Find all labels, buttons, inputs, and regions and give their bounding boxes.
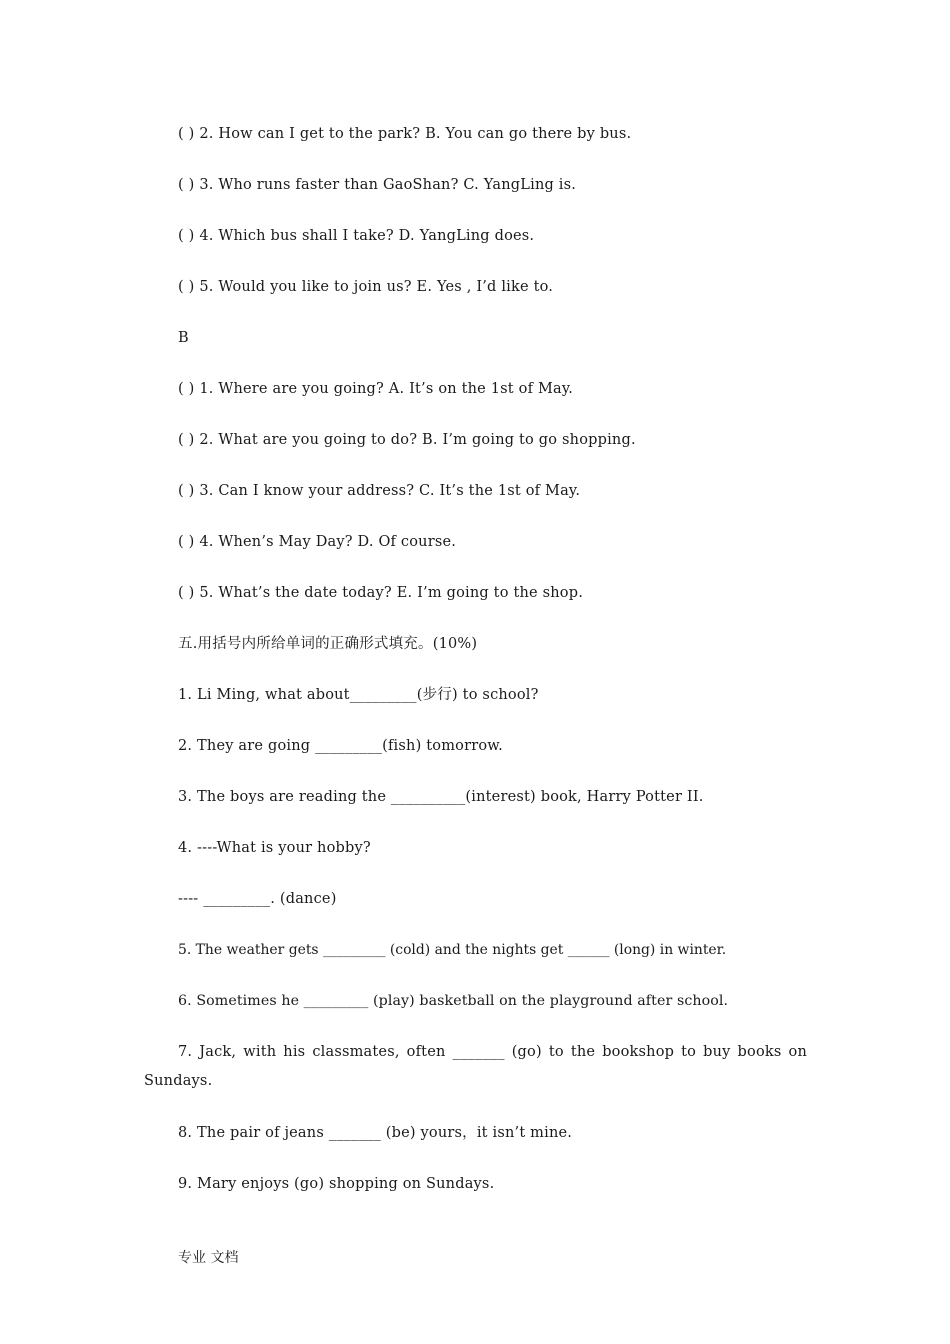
match-b-question-4: ( ) 4. When’s May Day? D. Of course. (178, 534, 457, 550)
section-b-heading: B (178, 330, 189, 346)
fill-item-3: 3. The boys are reading the __________(interest) book, Harry Potter II. (178, 789, 704, 805)
fill-item-7: 7. Jack, with his classmates, often _______ (go) to the bookshop to buy books on Sundays. (144, 1044, 807, 1089)
fill-item-1: 1. Li Ming, what about_________(步行) to school? (178, 687, 539, 703)
match-a-question-4: ( ) 4. Which bus shall I take? D. YangLing does. (178, 228, 535, 244)
match-a-question-3: ( ) 3. Who runs faster than GaoShan? C. YangLing is. (178, 177, 577, 193)
fill-item-9: 9. Mary enjoys (go) shopping on Sundays. (178, 1176, 495, 1192)
fill-item-2: 2. They are going _________(fish) tomorrow. (178, 738, 503, 754)
section-five-heading: 五.用括号内所给单词的正确形式填充。(10%) (178, 636, 478, 652)
match-b-question-1: ( ) 1. Where are you going? A. It’s on the 1st of May. (178, 381, 574, 397)
fill-item-5: 5. The weather gets _________ (cold) and the nights get ______ (long) in winter. (178, 942, 727, 958)
fill-item-8: 8. The pair of jeans _______ (be) yours，it isn’t mine. (178, 1125, 573, 1141)
match-b-question-3: ( ) 3. Can I know your address? C. It’s the 1st of May. (178, 483, 581, 499)
match-a-question-5: ( ) 5. Would you like to join us? E. Yes , I’d like to. (178, 279, 554, 295)
fill-item-4-answer: ---- _________. (dance) (178, 891, 337, 907)
match-b-question-2: ( ) 2. What are you going to do? B. I’m going to go shopping. (178, 432, 636, 448)
page-footer: 专业 文档 (178, 1250, 239, 1266)
fill-item-6: 6. Sometimes he _________ (play) basketball on the playground after school. (178, 993, 729, 1009)
fill-item-4: 4. ----What is your hobby? (178, 840, 371, 856)
match-a-question-2: ( ) 2. How can I get to the park? B. You can go there by bus. (178, 126, 632, 142)
match-b-question-5: ( ) 5. What’s the date today? E. I’m going to the shop. (178, 585, 584, 601)
